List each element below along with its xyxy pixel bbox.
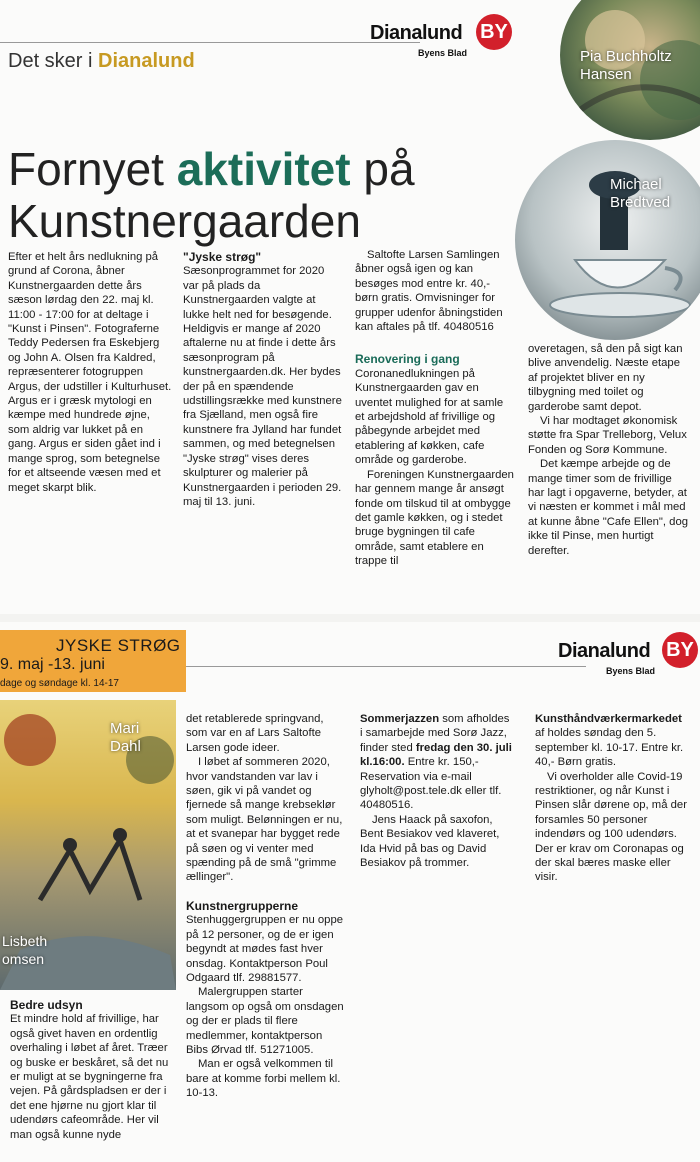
col3-paragraph-3: Foreningen Kunstnergaarden har gennem mange år ansøgt fonde om tilskud til at ombygge det gamle køkken, og i stedet bruge bygningen til cafe område, samt etablere en trappe til	[355, 468, 514, 568]
col3-paragraph-2: Coronanedlukningen på Kunstnergaarden gav en uventet mulighed for at samle et arbejdshold af frivillige og påbegynde arbejdet med etablering af køkken, cafe område og garderobe.	[355, 367, 504, 467]
sommerjazz-paragraph	[360, 712, 515, 813]
col2-heading: "Jyske strøg"	[183, 250, 262, 264]
sommerjazz-date: fredag den 30. juli kl.16:00.	[360, 741, 512, 769]
sommerjazz-text-a: som afholdes i samarbejde med Sorø Jazz, finder sted	[360, 713, 510, 754]
stenhugger-paragraph: Stenhuggergruppen er nu oppe på 12 personer, og de er igen begyndt at mødes fast hver onsdag. Kontaktperson Poul Odgaard tlf. 29881577.	[186, 914, 344, 984]
headline-part2: på	[363, 142, 415, 195]
bedre-udsyn-heading: Bedre udsyn	[10, 998, 83, 1012]
logo-name: Dianalund	[370, 22, 463, 44]
section-kicker	[8, 50, 195, 73]
bottom-column-4	[535, 712, 693, 885]
top-column-1	[8, 250, 174, 495]
kunstnergrupperne-heading: Kunstnergrupperne	[186, 898, 299, 913]
header-rule	[0, 42, 420, 43]
artist-photo-middle	[515, 140, 700, 340]
logo-by-badge: BY	[476, 14, 512, 50]
top-column-2	[183, 250, 343, 509]
caption-pia: Pia Buchholtz Hansen	[580, 48, 672, 83]
kunsthaandvaerk-text: af holdes søndag den 5. september kl. 10-17. Entre kr. 40,- Børn gratis.	[535, 727, 684, 769]
malergruppen-paragraph: Malergruppen starter langsom op også om onsdagen og der er plads til flere medlemmer, kontaktperson Bibs Ørvad tlf. 51271005.	[186, 986, 344, 1056]
caption-mari-text: Mari Dahl	[110, 720, 141, 755]
covid-paragraph: Vi overholder alle Covid-19 restriktioner, og når Kunst i Pinsen slår dørene op, må der forsamles 50 personer indendørs og 100 udendørs. Der er krav om Coronapas og der skal bæres maske eller visir.	[535, 770, 687, 884]
logo-by-badge-bottom: BY	[662, 632, 698, 668]
musicians-paragraph: Jens Haack på saxofon, Bent Besiakov ved klaveret, Ida Hvid på bas og David Besiakov på trommer.	[360, 813, 500, 870]
bottom-column-3	[360, 712, 515, 870]
logo-name-bottom: Dianalund	[558, 640, 651, 662]
dianalund-by-logo-bottom	[558, 632, 700, 680]
headline-part1: Fornyet	[8, 142, 164, 195]
col3-paragraph-1: Saltofte Larsen Samlingen åbner også igen og kan besøges mod entre kr. 40,- børn gratis. Omvisninger for grupper udenfor åbningstiden kan aftales på tlf. 40480516	[355, 249, 503, 334]
dianalund-by-logo	[370, 14, 520, 62]
caption-lisbeth-line2: omsen	[2, 951, 45, 967]
col1-paragraph: Efter et helt års nedlukning på grund af Corona, åbner Kunstnergaarden dette års sæson lørdag den 22. maj kl. 11:00 - 17:00 for at deltage i "Kunst i Pinsen". Fotograferne Teddy Pedersen fra Eskebjerg og John A. Olsen fra Kaldred, repræsenterer fotogruppen Argus, der udstiller i Kulturhuset. Argus er i græsk mytologi en kæmpe med hundrede øjne, som aldrig var lukket på en gang. Argus er siden gået ind i mange sprog, som betegnelse for et altseende væsen med et meget skarpt blik.	[8, 251, 172, 494]
sommerjazz-text-b: Entre kr. 150,- Reservation via e-mail glyholt@post.tele.dk eller tlf. 40480516.	[360, 756, 502, 812]
logo-subtitle: Byens Blad	[418, 48, 468, 58]
headline-line2: Kunstnergaarden	[8, 194, 361, 247]
sculpture-cup-image	[515, 140, 700, 340]
banner-dates: 9. maj -13. juni	[0, 656, 105, 673]
kicker-place: Dianalund	[98, 50, 195, 72]
svanepar-paragraph: I løbet af sommeren 2020, hvor vandstanden var lav i søen, gik vi på vandet og fjernede så mange krebseklør som muligt. Belønningen er nu, at et svanepar har bygget rede på søen og vi venter med spænding på de små "grimme ællinger".	[186, 756, 343, 884]
col4-paragraph-3: Det kæmpe arbejde og de mange timer som de frivillige har lagt i opgaverne, betyder, at vi næsten er kommet i mål med at kunne åbne "Cafe Ellen", dog ikke til Pinse, men hurtigt derefter.	[528, 458, 689, 557]
banner-hours: dage og søndage kl. 14-17	[0, 678, 119, 689]
sommerjazz-lead: Sommerjazzen	[360, 713, 440, 725]
col2-paragraph: Sæsonprogrammet for 2020 var på plads da Kunstnergaarden valgte at lukke helt ned for besøgende. Heldigvis er mange af 2020 aftalerne nu at finde i dette års sæsonprogram på kunstnergaarden.dk. Her bydes der på en spændende udstillingsrække med kunstnere fra Sjælland, men også fire kunstnere fra Jylland har fundet sammen, og med betegnelsen "Jyske strøg" vises deres skulpturer og malerier på Kunstnergaarden i perioden 29. maj til 13. juni.	[183, 265, 342, 508]
top-column-3	[355, 248, 515, 569]
article-headline	[8, 143, 508, 247]
article-bottom-panel	[0, 622, 700, 1162]
top-column-4	[528, 342, 690, 558]
jyske-stroeg-banner	[0, 630, 186, 692]
velkommen-paragraph: Man er også velkommen til bare at komme forbi mellem kl. 10-13.	[186, 1058, 341, 1100]
col4-paragraph-2: Vi har modtaget økonomisk støtte fra Spar Trelleborg, Velux Fonden og Sorø Kommune.	[528, 415, 687, 456]
bottom-header-rule	[186, 666, 586, 667]
col3-heading: Renovering i gang	[355, 352, 460, 367]
springvand-paragraph: det retablerede springvand, som var en af Lars Saltofte Larsen gode ideer.	[186, 713, 324, 754]
caption-lisbeth-line1: Lisbeth	[2, 933, 48, 949]
caption-michael: Michael Bredtved	[610, 176, 671, 211]
banner-title: JYSKE STRØG	[56, 636, 181, 655]
caption-lisbeth	[2, 932, 82, 968]
col4-paragraph-1: overetagen, så den på sigt kan blive anvendelig. Næste etape af projektet bliver en ny tilbygning med toilet og garderobe samt depot.	[528, 343, 683, 413]
headline-highlight: aktivitet	[176, 142, 351, 195]
kunsthaandvaerk-paragraph	[535, 712, 693, 770]
caption-mari	[110, 720, 170, 756]
bedre-udsyn-paragraph: Et mindre hold af frivillige, har også givet haven en ordentlig overhaling i løbet af året. Træer og buske er beskåret, så det nu er muligt at se bygningerne fra vejen. På gårdspladsen er der i det ene hjørne nu gjort klar til udendørs cafeområde. Her vil man også kunne nyde	[10, 1013, 169, 1141]
logo-subtitle-bottom: Byens Blad	[606, 666, 656, 676]
kunsthaandvaerk-lead: Kunsthåndværkermarkedet	[535, 713, 682, 725]
kicker-prefix: Det sker i	[8, 50, 93, 72]
bottom-column-1	[10, 998, 176, 1142]
bottom-column-2	[186, 712, 346, 1101]
